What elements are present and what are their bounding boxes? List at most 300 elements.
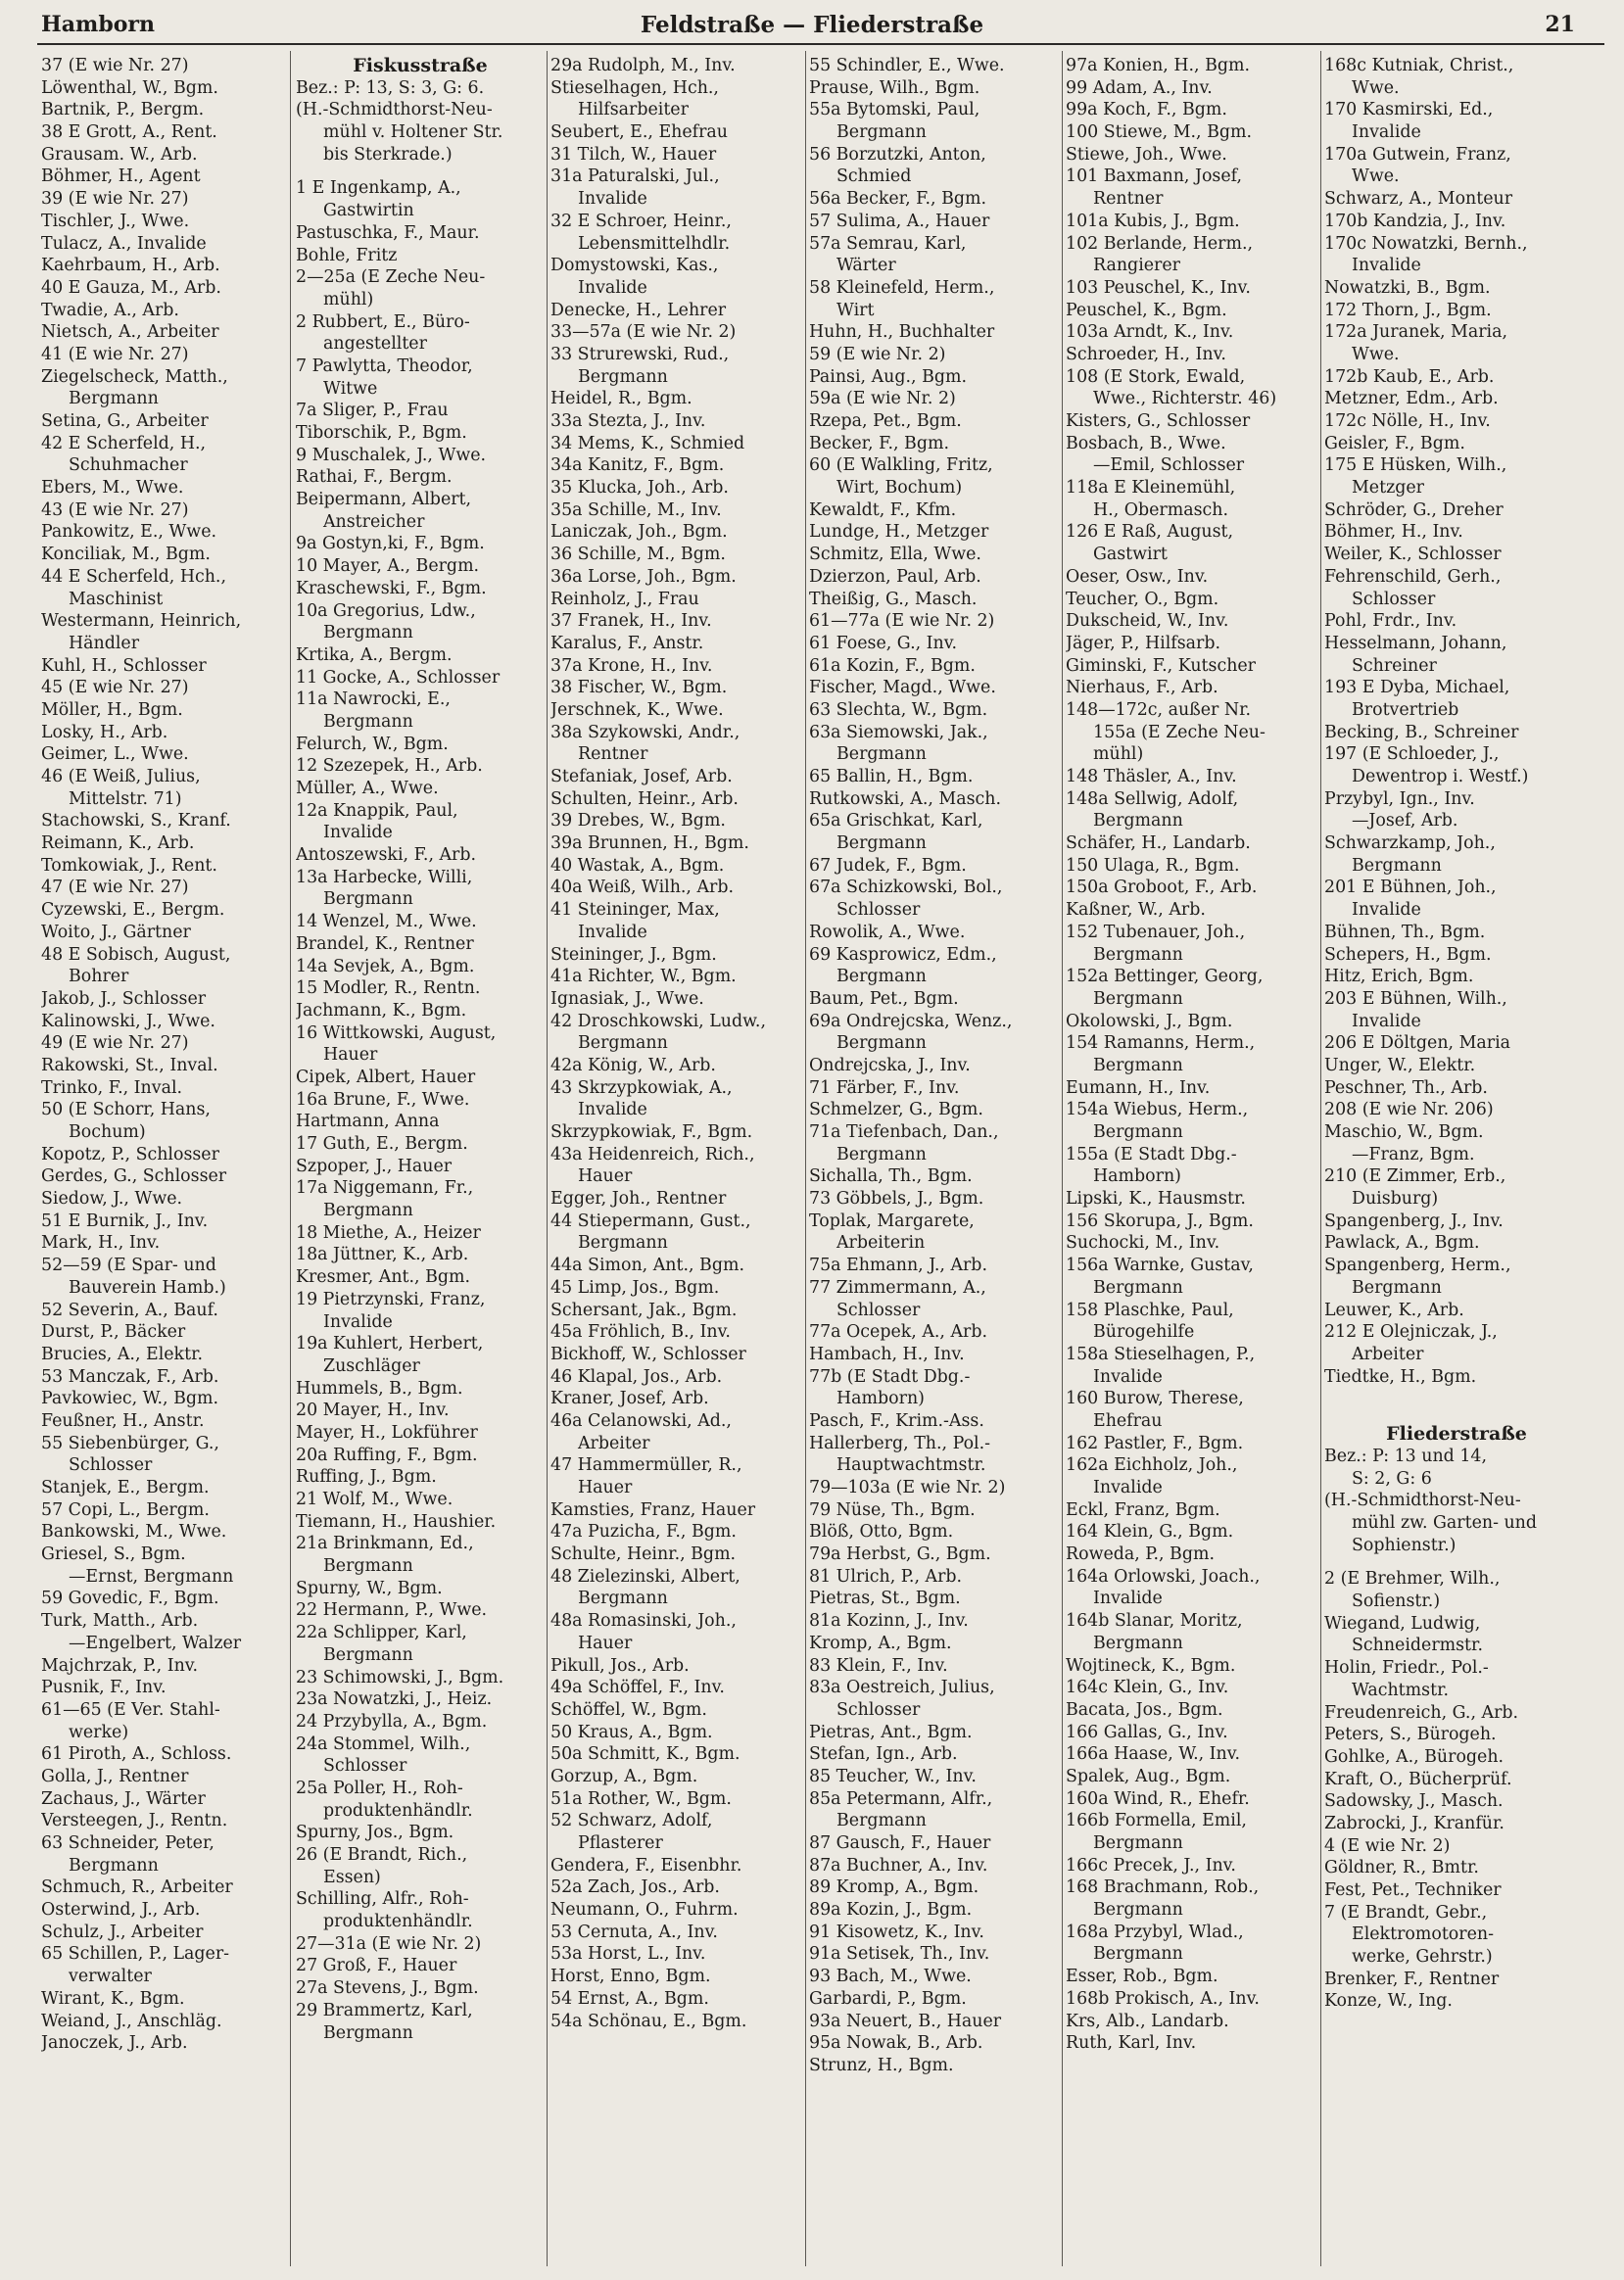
directory-entry-line: Arbeiterin [836, 1233, 926, 1254]
directory-entry-line: produktenhändlr. [323, 1800, 473, 1821]
directory-entry-line: Setina, G., Arbeiter [41, 411, 209, 431]
directory-entry-line: Maschio, W., Bgm. [1324, 1122, 1484, 1142]
directory-entry-line: Möller, H., Bgm. [41, 699, 183, 720]
directory-entry-line: 21 Wolf, M., Wwe. [296, 1490, 454, 1509]
directory-entry-line: 19a Kuhlert, Herbert, [296, 1334, 484, 1354]
directory-entry-line: 57 Sulima, A., Hauer [809, 211, 990, 231]
directory-entry-line: 155a (E Stadt Dbg.- [1066, 1144, 1237, 1164]
directory-entry-line: 53a Horst, L., Inv. [550, 1944, 706, 1965]
directory-entry-line: Przybyl, Ign., Inv. [1324, 788, 1475, 809]
directory-entry-line: 158a Stieselhagen, P., [1066, 1344, 1256, 1364]
directory-entry-line: 47 Hammermüller, R., [550, 1455, 742, 1476]
directory-entry-line: Kalinowski, J., Wwe. [41, 1011, 215, 1031]
directory-entry-line: 26 (E Brandt, Rich., [296, 1845, 468, 1865]
directory-entry-line: Kraschewski, F., Bgm. [296, 578, 487, 598]
directory-entry-line: Invalide [1093, 1366, 1163, 1387]
column-divider [547, 51, 548, 2266]
directory-entry-line: —Ernst, Bergmann [69, 1566, 234, 1587]
directory-entry-line: Ehefrau [1093, 1410, 1163, 1431]
directory-entry-line: Schmitz, Ella, Wwe. [809, 545, 981, 565]
directory-entry-line: Schulte, Heinr., Bgm. [550, 1544, 737, 1565]
directory-entry-line: Schöffel, W., Bgm. [550, 1699, 707, 1720]
directory-entry-line: Bergmann [323, 889, 413, 910]
directory-entry-line: Invalide [578, 189, 647, 210]
directory-entry-line: Kuhl, H., Schlosser [41, 655, 207, 676]
directory-entry-line: 41a Richter, W., Bgm. [550, 967, 737, 987]
directory-entry-line: produktenhändlr. [323, 1912, 473, 1932]
directory-entry-line: Gastwirt [1093, 545, 1168, 565]
directory-entry-line: Tulacz, A., Invalide [41, 233, 207, 254]
directory-entry-line: Mark, H., Inv. [41, 1233, 161, 1254]
directory-entry-line: Felurch, W., Bgm. [296, 734, 449, 754]
column-divider [290, 51, 291, 2266]
directory-entry-line: 103 Peuschel, K., Inv. [1066, 277, 1251, 298]
directory-entry-line: Bez.: P: 13, S: 3, G: 6. [296, 77, 485, 98]
directory-entry-line: 2 Rubbert, E., Büro- [296, 311, 470, 332]
directory-entry-line: 87a Buchner, A., Inv. [809, 1855, 988, 1876]
directory-entry-line: Invalide [1352, 122, 1421, 143]
directory-entry-line: Hummels, B., Bgm. [296, 1378, 463, 1399]
directory-entry-line: Ruth, Karl, Inv. [1066, 2033, 1197, 2054]
directory-entry-line: Invalide [1093, 1589, 1163, 1609]
directory-entry-line: 44a Simon, Ant., Bgm. [550, 1256, 744, 1276]
directory-entry-line: 7a Sliger, P., Frau [296, 401, 449, 421]
header-town: Hamborn [41, 12, 155, 37]
directory-entry-line: Kraft, O., Bücherprüf. [1324, 1769, 1512, 1789]
directory-entry-line: 55a Bytomski, Paul, [809, 100, 980, 120]
directory-entry-line: 55 Siebenbürger, G., [41, 1433, 219, 1453]
directory-entry-line: Stieselhagen, Hch., [550, 77, 719, 98]
directory-entry-line: 170c Nowatzki, Bernh., [1324, 233, 1528, 254]
directory-entry-line: 44 Stiepermann, Gust., [550, 1211, 751, 1231]
directory-entry-line: Turk, Matth., Arb. [41, 1611, 199, 1632]
directory-entry-line: 99a Koch, F., Bgm. [1066, 100, 1227, 120]
directory-entry-line: 27a Stevens, J., Bgm. [296, 1978, 479, 1999]
street-heading: Fliederstraße [1386, 1423, 1527, 1446]
directory-entry-line: Bergmann [836, 744, 927, 765]
directory-entry-line: Westermann, Heinrich, [41, 611, 242, 632]
directory-entry-line: Egger, Joh., Rentner [550, 1189, 727, 1210]
directory-entry-line: 10a Gregorius, Ldw., [296, 600, 476, 621]
directory-entry-line: 75a Ehmann, J., Arb. [809, 1256, 987, 1276]
directory-entry-line: Sophienstr.) [1352, 1535, 1457, 1555]
directory-entry-line: Suchocki, M., Inv. [1066, 1233, 1220, 1254]
directory-entry-line: Ondrejcska, J., Inv. [809, 1055, 971, 1075]
directory-entry-line: Bosbach, B., Wwe. [1066, 433, 1226, 453]
directory-entry-line: Kopotz, P., Schlosser [41, 1144, 219, 1164]
directory-entry-line: Bühnen, Th., Bgm. [1324, 922, 1486, 942]
directory-entry-line: 61—77a (E wie Nr. 2) [809, 611, 995, 632]
directory-entry-line: 35 Klucka, Joh., Arb. [550, 478, 729, 499]
directory-entry-line: Spalek, Aug., Bgm. [1066, 1766, 1231, 1786]
directory-entry-line: Lipski, K., Hausmstr. [1066, 1189, 1246, 1210]
directory-entry-line: Bergmann [578, 1233, 668, 1254]
directory-entry-line: Eumann, H., Inv. [1066, 1077, 1211, 1098]
directory-entry-line: 39 (E wie Nr. 27) [41, 189, 189, 210]
directory-entry-line: 154 Ramanns, Herm., [1066, 1033, 1256, 1054]
directory-entry-line: 55 Schindler, E., Wwe. [809, 56, 1005, 75]
directory-entry-line: 152a Bettinger, Georg, [1066, 967, 1264, 987]
directory-entry-line: Hilfsarbeiter [578, 100, 689, 120]
directory-entry-line: Pietras, St., Bgm. [809, 1589, 961, 1609]
directory-entry-line: Müller, A., Wwe. [296, 779, 439, 798]
directory-entry-line: 48a Romasinski, Joh., [550, 1611, 737, 1632]
directory-entry-line: Geisler, F., Bgm. [1324, 433, 1465, 453]
directory-entry-line: Kisters, G., Schlosser [1066, 411, 1251, 431]
directory-entry-line: Brotvertrieb [1352, 699, 1459, 720]
directory-entry-line: Tiemann, H., Haushier. [296, 1511, 497, 1532]
directory-entry-line: 49 (E wie Nr. 27) [41, 1033, 189, 1054]
directory-entry-line: 170a Gutwein, Franz, [1324, 144, 1511, 165]
directory-entry-line: Bankowski, M., Wwe. [41, 1522, 227, 1543]
directory-entry-line: Seubert, E., Ehefrau [550, 122, 728, 143]
directory-entry-line: werke, Gehrstr.) [1352, 1947, 1493, 1968]
directory-entry-line: 48 E Sobisch, August, [41, 944, 231, 965]
directory-entry-line: 56 Borzutzki, Anton, [809, 144, 986, 165]
directory-entry-line: Krtika, A., Bergm. [296, 644, 453, 665]
directory-entry-line: Fischer, Magd., Wwe. [809, 678, 996, 698]
directory-entry-line: 93a Neuert, B., Hauer [809, 2011, 1002, 2031]
directory-entry-line: 148 Thäsler, A., Inv. [1066, 767, 1237, 786]
directory-entry-line: 53 Manczak, F., Arb. [41, 1366, 219, 1387]
column-3 [550, 55, 803, 2266]
directory-entry-line: Elektromotoren- [1352, 1924, 1494, 1945]
directory-entry-line: Arbeiter [1352, 1344, 1424, 1364]
directory-entry-line: Jachmann, K., Bgm. [296, 1000, 467, 1021]
directory-entry-line: Skrzypkowiak, F., Bgm. [550, 1122, 753, 1142]
directory-entry-line: 168a Przybyl, Wlad., [1066, 1922, 1244, 1942]
directory-entry-line: Pflasterer [578, 1833, 663, 1853]
directory-entry-line: Kromp, A., Bgm. [809, 1633, 952, 1653]
directory-entry-line: Jerschnek, K., Wwe. [550, 699, 724, 720]
directory-entry-line: Horst, Enno, Bgm. [550, 1967, 711, 1987]
directory-entry-line: Unger, W., Elektr. [1324, 1055, 1476, 1075]
directory-entry-line: Bergmann [836, 1811, 927, 1831]
directory-entry-line: Pawlack, A., Bgm. [1324, 1233, 1480, 1254]
directory-entry-line: Rentner [1093, 189, 1164, 210]
directory-entry-line: Brucies, A., Elektr. [41, 1344, 204, 1364]
directory-entry-line: 160a Wind, R., Ehefr. [1066, 1788, 1250, 1809]
directory-entry-line: 61 Piroth, A., Schloss. [41, 1744, 232, 1765]
directory-entry-line: Kraner, Josef, Arb. [550, 1389, 709, 1409]
directory-entry-line: Nowatzki, B., Bgm. [1324, 277, 1491, 298]
directory-entry-line: 79a Herbst, G., Bgm. [809, 1544, 991, 1565]
directory-entry-line: Majchrzak, P., Inv. [41, 1655, 199, 1676]
directory-entry-line: Sadowsky, J., Masch. [1324, 1791, 1504, 1812]
directory-entry-line: Becking, B., Schreiner [1324, 722, 1519, 742]
directory-entry-line: Feußner, H., Anstr. [41, 1410, 205, 1431]
directory-entry-line: 43a Heidenreich, Rich., [550, 1144, 755, 1164]
directory-entry-line: Pavkowiec, W., Bgm. [41, 1389, 219, 1409]
directory-entry-line: 23a Nowatzki, J., Heiz. [296, 1689, 493, 1710]
directory-entry-line: Reinholz, J., Frau [550, 589, 699, 609]
directory-entry-line: Bergmann [1093, 1277, 1183, 1298]
directory-entry-line: 50 Kraus, A., Bgm. [550, 1722, 713, 1742]
directory-entry-line: Tischler, J., Wwe. [41, 211, 190, 231]
directory-entry-line: Beipermann, Albert, [296, 490, 472, 510]
directory-entry-line: Spurny, W., Bgm. [296, 1578, 443, 1598]
directory-entry-line: Schlosser [836, 1699, 921, 1720]
directory-entry-line: Griesel, S., Bgm. [41, 1544, 186, 1565]
directory-entry-line: 38 E Grott, A., Rent. [41, 122, 217, 143]
directory-entry-line: Nierhaus, F., Arb. [1066, 678, 1218, 698]
directory-entry-line: Peschner, Th., Arb. [1324, 1077, 1488, 1098]
directory-entry-line: Händler [69, 633, 140, 653]
directory-entry-line: 16 Wittkowski, August, [296, 1022, 497, 1043]
column-5 [1066, 55, 1316, 2266]
directory-entry-line: Gohlke, A., Bürogeh. [1324, 1746, 1505, 1767]
directory-entry-line: Lundge, H., Metzger [809, 522, 989, 543]
directory-entry-line: —Engelbert, Walzer [69, 1633, 242, 1653]
directory-entry-line: Versteegen, J., Rentn. [41, 1811, 228, 1831]
directory-entry-line: 67 Judek, F., Bgm. [809, 855, 967, 876]
directory-entry-line: Hauer [323, 1045, 378, 1066]
directory-entry-line: Pasch, F., Krim.-Ass. [809, 1410, 984, 1431]
directory-entry-line: Painsi, Aug., Bgm. [809, 366, 967, 387]
directory-entry-line: Pusnik, F., Inv. [41, 1678, 167, 1698]
directory-entry-line: Krs, Alb., Landarb. [1066, 2011, 1229, 2031]
directory-entry-line: Rentner [578, 744, 648, 765]
directory-entry-line: Gerdes, G., Schlosser [41, 1166, 227, 1187]
directory-entry-line: 101a Kubis, J., Bgm. [1066, 211, 1240, 231]
directory-entry-line: 45a Fröhlich, B., Inv. [550, 1322, 731, 1343]
directory-entry-line: Invalide [578, 922, 647, 942]
directory-entry-line: 43 (E wie Nr. 27) [41, 499, 189, 520]
directory-entry-line: Rangierer [1093, 256, 1180, 276]
directory-entry-line: Jakob, J., Schlosser [41, 988, 207, 1009]
directory-entry-line: Karalus, F., Anstr. [550, 633, 704, 653]
directory-entry-line: Losky, H., Arb. [41, 722, 168, 742]
directory-entry-line: Hamborn) [1093, 1166, 1181, 1187]
column-1 [41, 55, 282, 2266]
directory-entry-line: Baum, Pet., Bgm. [809, 988, 959, 1009]
directory-entry-line: Fest, Pet., Techniker [1324, 1880, 1502, 1900]
directory-entry-line: Bergmann [1093, 1944, 1183, 1965]
directory-entry-line: Bohle, Fritz [296, 245, 398, 265]
directory-entry-line: 18 Miethe, A., Heizer [296, 1222, 481, 1243]
directory-entry-line: Witwe [323, 378, 378, 399]
directory-entry-line: Bergmann [836, 1144, 927, 1164]
directory-entry-line: 24a Stommel, Wilh., [296, 1734, 471, 1754]
directory-entry-line: Bergmann [323, 1644, 413, 1665]
directory-entry-line: 164b Slanar, Moritz, [1066, 1611, 1243, 1632]
directory-entry-line: Göldner, R., Bmtr. [1324, 1858, 1479, 1878]
directory-entry-line: 166b Formella, Emil, [1066, 1811, 1247, 1831]
directory-entry-line: Stefan, Ign., Arb. [809, 1744, 958, 1765]
directory-entry-line: 95a Nowak, B., Arb. [809, 2033, 983, 2054]
directory-entry-line: 20a Ruffing, F., Bgm. [296, 1445, 478, 1465]
directory-entry-line: 85a Petermann, Alfr., [809, 1788, 993, 1809]
directory-entry-line: Tiborschik, P., Bgm. [296, 423, 467, 443]
directory-entry-line: 29a Rudolph, M., Inv. [550, 56, 736, 75]
directory-entry-line: Peuschel, K., Bgm. [1066, 300, 1227, 320]
directory-entry-line: Weiler, K., Schlosser [1324, 545, 1502, 565]
directory-entry-line: 81a Kozinn, J., Inv. [809, 1611, 969, 1632]
directory-entry-line: Bergmann [1352, 855, 1442, 876]
directory-entry-line: 91a Setisek, Th., Inv. [809, 1944, 990, 1965]
directory-entry-line: Fehrenschild, Gerh., [1324, 566, 1502, 587]
directory-entry-line: Hesselmann, Johann, [1324, 633, 1507, 653]
directory-entry-line: Bergmann [323, 711, 413, 732]
directory-entry-line: Peters, S., Bürogeh. [1324, 1725, 1497, 1745]
directory-entry-line: Dewentrop i. Westf.) [1352, 767, 1529, 786]
directory-entry-line: Metzner, Edm., Arb. [1324, 389, 1499, 409]
directory-entry-line: 63 Slechta, W., Bgm. [809, 699, 988, 720]
directory-entry-line: Bergmann [836, 967, 927, 987]
directory-entry-line: Wwe. [1352, 166, 1400, 187]
directory-entry-line: 37 Franek, H., Inv. [550, 611, 712, 632]
directory-entry-line: Kamsties, Franz, Hauer [550, 1499, 756, 1520]
column-4 [809, 55, 1058, 2266]
directory-entry-line: Gastwirtin [323, 201, 414, 221]
directory-entry-line: Garbardi, P., Bgm. [809, 1988, 967, 2009]
directory-entry-line: 33 Strurewski, Rud., [550, 344, 730, 364]
directory-entry-line: 61—65 (E Ver. Stahl- [41, 1699, 220, 1720]
directory-entry-line: Schlosser [69, 1455, 153, 1476]
directory-entry-line: 89a Kozin, J., Bgm. [809, 1900, 973, 1921]
directory-entry-line: 50a Schmitt, K., Bgm. [550, 1744, 740, 1765]
directory-entry-line: Gendera, F., Eisenbhr. [550, 1855, 742, 1876]
directory-entry-line: 42 E Scherfeld, H., [41, 433, 207, 453]
directory-entry-line: Spangenberg, J., Inv. [1324, 1211, 1504, 1231]
directory-entry-line: 52 Schwarz, Adolf, [550, 1811, 713, 1831]
directory-entry-line: Anstreicher [323, 511, 425, 532]
directory-entry-line: 51 E Burnik, J., Inv. [41, 1211, 209, 1231]
directory-entry-line: Prause, Wilh., Bgm. [809, 77, 980, 98]
directory-entry-line: 65 Schillen, P., Lager- [41, 1944, 230, 1965]
directory-entry-line: Stiewe, Joh., Wwe. [1066, 144, 1227, 165]
directory-entry-line: Ruffing, J., Bgm. [296, 1467, 437, 1488]
directory-entry-line: Wwe. [1352, 344, 1400, 364]
directory-entry-line: 43 Skrzypkowiak, A., [550, 1077, 733, 1098]
column-6 [1324, 55, 1589, 2266]
column-divider [805, 51, 806, 2266]
directory-entry-line: 97a Konien, H., Bgm. [1066, 56, 1251, 75]
directory-entry-line: Bergmann [1093, 1122, 1183, 1142]
directory-entry-line: Wwe. [1352, 77, 1400, 98]
directory-entry-line: Roweda, P., Bgm. [1066, 1544, 1215, 1565]
directory-entry-line: 22a Schlipper, Karl, [296, 1623, 467, 1643]
directory-entry-line: Bohrer [69, 967, 129, 987]
directory-entry-line: Stefaniak, Josef, Arb. [550, 767, 733, 786]
directory-entry-line: 51a Rother, W., Bgm. [550, 1788, 732, 1809]
directory-entry-line: 39a Brunnen, H., Bgm. [550, 833, 749, 854]
directory-entry-line: 50 (E Schorr, Hans, [41, 1100, 211, 1120]
directory-entry-line: 168 Brachmann, Rob., [1066, 1877, 1260, 1898]
directory-entry-line: 118a E Kleinemühl, [1066, 478, 1236, 499]
directory-entry-line: 170 Kasmirski, Ed., [1324, 100, 1494, 120]
directory-entry-line: 49a Schöffel, F., Inv. [550, 1678, 725, 1698]
directory-entry-line: 42 Droschkowski, Ludw., [550, 1011, 766, 1031]
directory-entry-line: Schlosser [323, 1756, 407, 1777]
directory-entry-line: Durst, P., Bäcker [41, 1322, 186, 1343]
directory-entry-line: 19 Pietrzynski, Franz, [296, 1289, 486, 1309]
directory-entry-line: 158 Plaschke, Paul, [1066, 1300, 1234, 1320]
directory-entry-line: 14 Wenzel, M., Wwe. [296, 912, 477, 932]
directory-entry-line: Bergmann [1093, 1833, 1183, 1853]
directory-entry-line: werke) [69, 1722, 129, 1742]
directory-entry-line: Schilling, Alfr., Roh- [296, 1889, 469, 1910]
directory-entry-line: mühl v. Holtener Str. [323, 122, 503, 143]
directory-entry-line: Hartmann, Anna [296, 1112, 440, 1132]
directory-entry-line: Invalide [1352, 1011, 1421, 1031]
directory-entry-line: Laniczak, Joh., Bgm. [550, 522, 728, 543]
directory-entry-line: Hauptwachtmstr. [836, 1455, 986, 1476]
directory-entry-line: 57a Semrau, Karl, [809, 233, 967, 254]
directory-entry-line: Tiedtke, H., Bgm. [1324, 1366, 1477, 1387]
directory-entry-line: 69a Ondrejcska, Wenz., [809, 1011, 1013, 1031]
directory-entry-line: Hallerberg, Th., Pol.- [809, 1433, 991, 1453]
directory-entry-line: Schwarzkamp, Joh., [1324, 833, 1496, 854]
directory-entry-line: Schröder, G., Dreher [1324, 499, 1504, 520]
directory-entry-line: Jäger, P., Hilfsarb. [1066, 633, 1220, 653]
directory-entry-line: Bergmann [836, 833, 927, 854]
directory-entry-line: 53 Cernuta, A., Inv. [550, 1922, 718, 1942]
directory-entry-line: Schuhmacher [69, 455, 188, 476]
directory-entry-line: 172c Nölle, H., Inv. [1324, 411, 1491, 431]
directory-entry-line: Bergmann [323, 1201, 413, 1221]
directory-entry-line: 27 Groß, F., Hauer [296, 1956, 457, 1976]
directory-entry-line: Szpoper, J., Hauer [296, 1156, 453, 1176]
directory-entry-line: 155a (E Zeche Neu- [1093, 722, 1266, 742]
directory-entry-line: 206 E Döltgen, Maria [1324, 1033, 1511, 1054]
directory-entry-line: 12 Szezepek, H., Arb. [296, 756, 483, 777]
directory-entry-line: Wirant, K., Bgm. [41, 1988, 185, 2009]
directory-entry-line: 59a (E wie Nr. 2) [809, 389, 956, 409]
directory-entry-line: 59 (E wie Nr. 2) [809, 344, 946, 364]
spacer [296, 166, 545, 177]
directory-entry-line: Esser, Rob., Bgm. [1066, 1967, 1218, 1987]
directory-entry-line: Schulten, Heinr., Arb. [550, 788, 739, 809]
directory-entry-line: 201 E Bühnen, Joh., [1324, 878, 1497, 898]
directory-entry-line: Dukscheid, W., Inv. [1066, 611, 1229, 632]
directory-entry-line: 38a Szykowski, Andr., [550, 722, 740, 742]
directory-entry-line: Mittelstr. 71) [69, 788, 182, 809]
directory-entry-line: 63a Siemowski, Jak., [809, 722, 988, 742]
directory-entry-line: 41 (E wie Nr. 27) [41, 344, 189, 364]
directory-entry-line: 4 (E wie Nr. 2) [1324, 1835, 1451, 1856]
directory-entry-line: Holin, Friedr., Pol.- [1324, 1658, 1489, 1679]
directory-entry-line: Schersant, Jak., Bgm. [550, 1300, 738, 1320]
directory-entry-line: 79 Nüse, Th., Bgm. [809, 1499, 976, 1520]
directory-entry-line: 9 Muschalek, J., Wwe. [296, 445, 487, 465]
directory-entry-line: Maschinist [69, 589, 164, 609]
directory-entry-line: Zabrocki, J., Kranfür. [1324, 1813, 1505, 1833]
directory-entry-line: Wiegand, Ludwig, [1324, 1613, 1481, 1634]
directory-entry-line: 168b Prokisch, A., Inv. [1066, 1988, 1260, 2009]
directory-entry-line: Trinko, F., Inval. [41, 1077, 183, 1098]
directory-entry-line: Rzepa, Pet., Bgm. [809, 411, 962, 431]
directory-entry-line: Bergmann [1093, 988, 1183, 1009]
directory-entry-line: Pietras, Ant., Bgm. [809, 1722, 973, 1742]
directory-entry-line: 193 E Dyba, Michael, [1324, 678, 1510, 698]
directory-entry-line: Wojtineck, K., Bgm. [1066, 1655, 1236, 1676]
directory-entry-line: 59 Govedic, F., Bgm. [41, 1589, 219, 1609]
directory-entry-line: 65 Ballin, H., Bgm. [809, 767, 974, 786]
directory-entry-line: Cyzewski, E., Bergm. [41, 900, 225, 921]
directory-entry-line: 208 (E wie Nr. 206) [1324, 1100, 1494, 1120]
directory-entry-line: 18a Jüttner, K., Arb. [296, 1245, 469, 1265]
directory-entry-line: Pankowitz, E., Wwe. [41, 522, 217, 543]
directory-entry-line: 13a Harbecke, Willi, [296, 867, 473, 887]
directory-entry-line: 44 E Scherfeld, Hch., [41, 566, 226, 587]
directory-entry-line: mühl) [1093, 744, 1144, 765]
directory-entry-line: 45 Limp, Jos., Bgm. [550, 1277, 720, 1298]
directory-entry-line: 46 Klapal, Jos., Arb. [550, 1366, 723, 1387]
directory-entry-line: 7 (E Brandt, Gebr., [1324, 1902, 1488, 1923]
directory-entry-line: 162 Pastler, F., Bgm. [1066, 1433, 1244, 1453]
directory-entry-line: Grausam. W., Arb. [41, 144, 198, 165]
